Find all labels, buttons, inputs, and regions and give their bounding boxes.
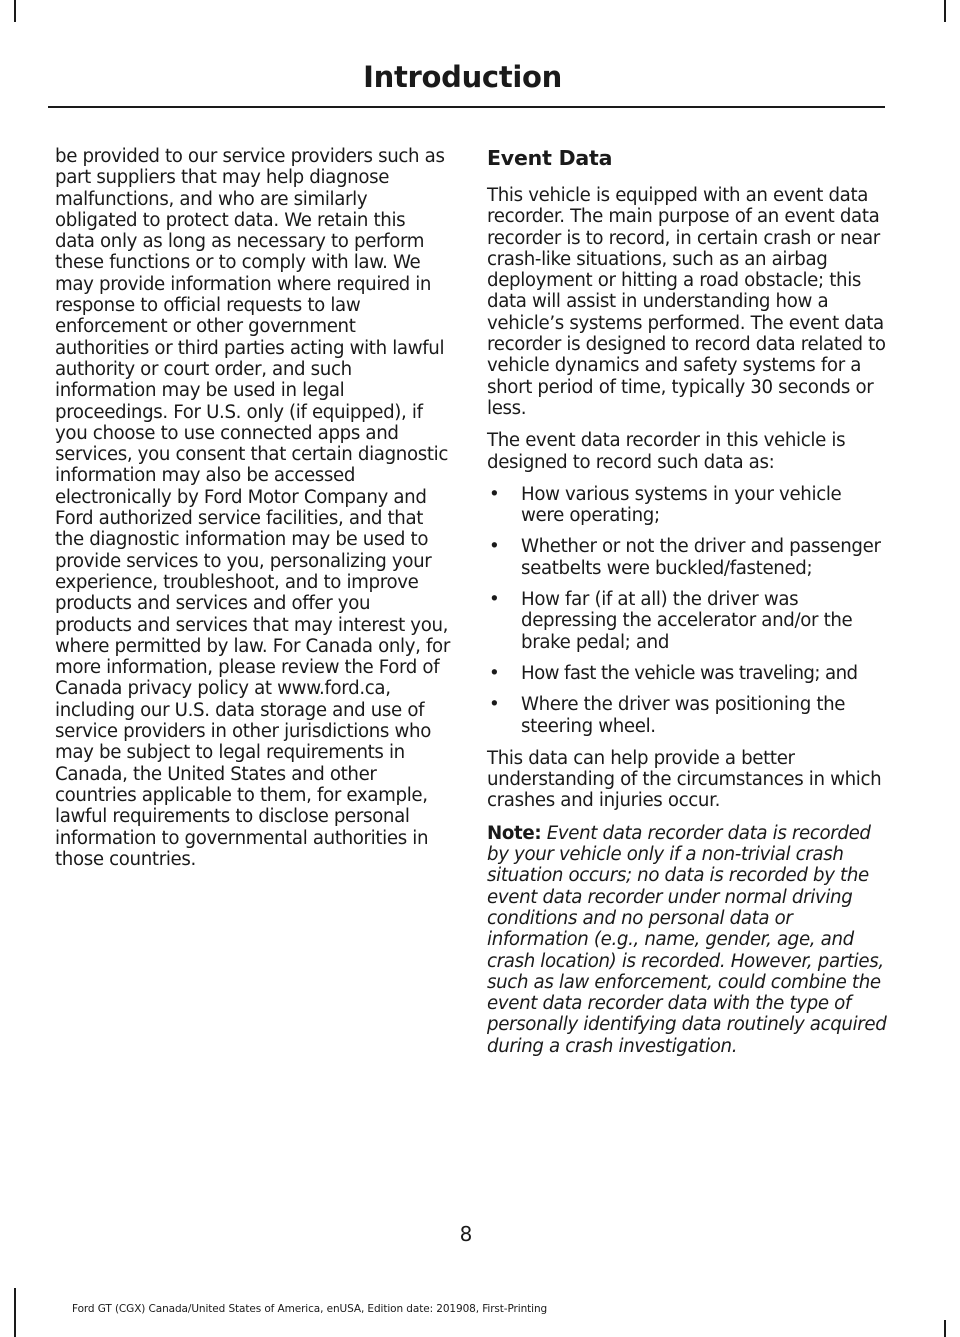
list-item: • How various systems in your vehicle were operating; (489, 483, 842, 527)
bullet-icon: • (489, 536, 500, 558)
recorded-data-list (487, 484, 887, 737)
list-item: • How far (if at all) the driver was depressing the accelerator and/or the brake pedal; and (489, 589, 853, 653)
bullet-icon: • (489, 483, 500, 505)
crop-mark-bottom-right (944, 1320, 946, 1337)
list-item: • How fast the vehicle was traveling; and (489, 662, 858, 684)
crop-mark-top-right (944, 0, 946, 22)
body-paragraph: be provided to our service providers such as part suppliers that may help diagnose malfunctions, and who are similarly obligated to protect data. We retain this data only as long as necessary to perform these functions or to comply with law. We may provide information where required in response to official requests to law enforcement or other government authorities or third parties acting with lawful authority or court order, and such information may be used in legal proceedings. For U.S. only (if equipped), if you choose to use connected apps and services, you consent that certain diagnostic information may also be accessed electronically by Ford Motor Company and Ford authorized service facilities, and that the diagnostic information may be used to provide services to you, personalizing your experience, troubleshoot, and to improve products and services and offer you products and services that may interest you, where permitted by law. For Canada only, for more information, please review the Ford of Canada privacy policy at www.ford.ca, including our U.S. data storage and use of service providers in other jurisdictions who may be subject to legal requirements in Canada, the United States and other countries applicable to them, for example, lawful requirements to disclose personal information to governmental authorities in those countries. (55, 146, 450, 870)
left-column (55, 146, 450, 881)
note-paragraph (487, 823, 887, 1057)
crop-mark-bottom-left (14, 1288, 16, 1337)
intro-paragraph: This vehicle is equipped with an event data recorder. The main purpose of an event data recorder is to record, in certain crash or near crash-like situations, such as an airbag deployment or hitting a road obstacle; this data will assist in understanding how a vehicle’s systems performed. The event data recorder is designed to record data related to vehicle dynamics and safety systems for a short period of time, typically 30 seconds or less. (487, 185, 886, 419)
note-label: Note: (487, 822, 542, 844)
bullet-icon: • (489, 589, 500, 611)
right-column (487, 145, 887, 1068)
page-number: 8 (459, 1222, 473, 1246)
bullet-icon: • (489, 662, 500, 684)
note-text: Event data recorder data is recorded by your vehicle only if a non-trivial crash situation occurs; no data is recorded by the event data recorder under normal driving conditions and no personal data or information (e.g., name, gender, age, and crash location) is recorded. However, parties, such as law enforcement, could combine the event data recorder data with the type of personally identifying data routinely acquired during a crash investigation. (487, 822, 887, 1057)
bullet-icon: • (489, 694, 500, 716)
footer-edition-info: Ford GT (CGX) Canada/United States of America, enUSA, Edition date: 201908, First-Printing (72, 1303, 548, 1315)
list-item: • Whether or not the driver and passenger seatbelts were buckled/fastened; (489, 536, 881, 579)
list-item: • Where the driver was positioning the steering wheel. (489, 694, 846, 737)
section-heading-event-data: Event Data (487, 146, 613, 170)
header-rule (48, 106, 885, 108)
crop-mark-top-left (14, 0, 16, 22)
summary-paragraph: This data can help provide a better understanding of the circumstances in which crashes and injuries occur. (487, 747, 882, 812)
list-intro-paragraph: The event data recorder in this vehicle is designed to record such data as: (487, 430, 846, 473)
